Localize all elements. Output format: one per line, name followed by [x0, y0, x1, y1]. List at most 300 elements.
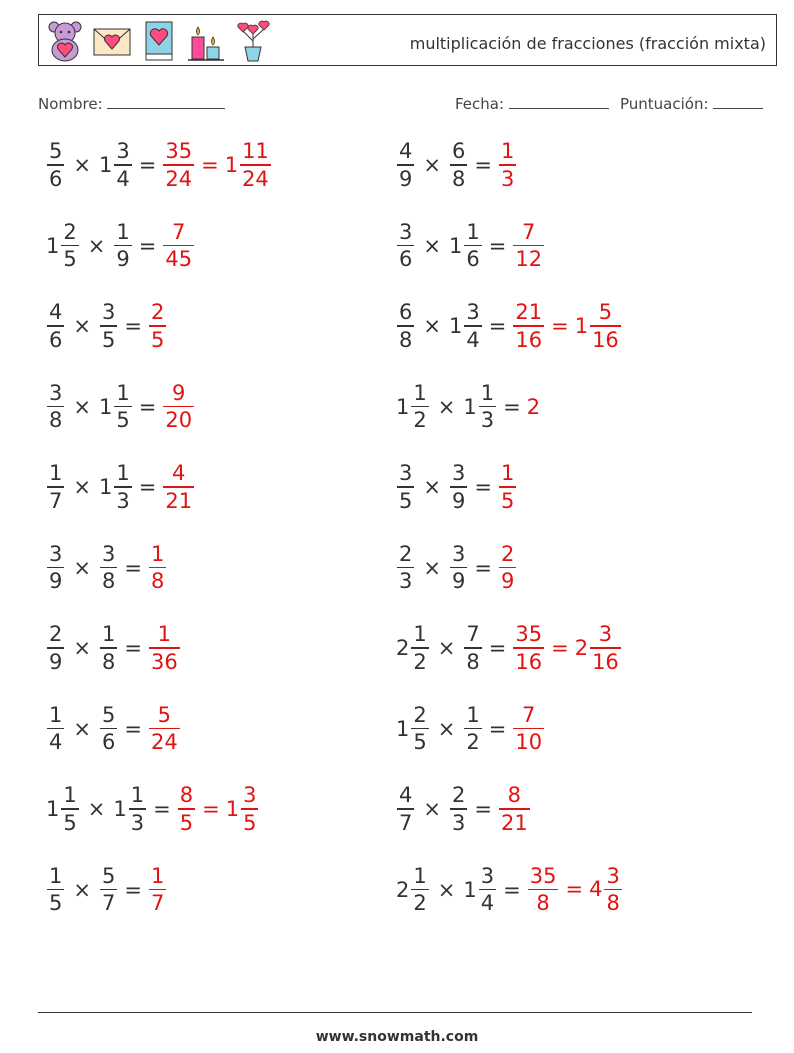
name-label: Nombre:	[38, 95, 103, 113]
answer-value-denominator: 8	[536, 891, 550, 916]
first-operand-numerator: 4	[49, 300, 63, 325]
answer-value-fraction	[149, 301, 166, 350]
first-operand-denominator: 3	[399, 569, 413, 594]
answer-value-whole: 2	[526, 394, 541, 419]
first-operand-fraction-bar	[397, 486, 414, 487]
header-box	[38, 14, 777, 66]
mixed-answer-denominator: 5	[243, 810, 257, 835]
second-operand-numerator: 6	[451, 139, 466, 164]
mixed-answer-numerator: 3	[606, 863, 620, 888]
first-operand-numerator: 2	[63, 219, 77, 244]
first-operand-numerator: 2	[49, 622, 63, 647]
answer-value-denominator: 24	[150, 730, 178, 755]
answer	[527, 865, 623, 914]
second-operand-denominator: 3	[451, 810, 466, 835]
problem-16	[396, 696, 545, 762]
second-operand-numerator: 3	[101, 300, 116, 325]
first-operand-numerator: 3	[49, 541, 63, 566]
first-operand-denominator: 9	[399, 166, 413, 191]
second-operand-fraction-bar	[114, 406, 131, 407]
equals-sign: =	[474, 797, 492, 821]
answer-value-denominator: 8	[150, 569, 165, 594]
second-operand-fraction-bar	[100, 889, 117, 890]
second-operand-whole: 1	[98, 153, 113, 177]
first-operand-fraction	[411, 865, 428, 914]
second-operand-denominator: 8	[451, 166, 466, 191]
answer	[512, 221, 545, 270]
second-operand-fraction	[114, 462, 131, 511]
first-operand-fraction-bar	[411, 728, 428, 729]
first-operand-fraction-bar	[61, 808, 78, 809]
first-operand-denominator: 6	[399, 247, 413, 272]
first-operand-fraction	[411, 382, 428, 431]
second-operand-fraction	[114, 140, 131, 189]
equals-sign: =	[124, 716, 142, 741]
first-operand-fraction	[47, 462, 64, 511]
problem-15	[46, 696, 181, 762]
first-operand-fraction	[61, 784, 78, 833]
times-sign: ×	[423, 153, 441, 177]
first-operand-numerator: 2	[399, 541, 413, 566]
second-operand-denominator: 2	[466, 730, 480, 755]
first-operand-whole: 1	[46, 797, 60, 821]
first-operand-whole: 1	[396, 394, 410, 419]
second-operand-denominator: 8	[466, 649, 480, 674]
times-sign: ×	[423, 233, 441, 258]
first-operand-numerator: 1	[49, 461, 63, 486]
second-operand-fraction	[464, 623, 481, 672]
answer-equals-sign: =	[565, 877, 584, 902]
second-operand-fraction-bar	[450, 164, 467, 165]
second-operand-fraction	[129, 784, 146, 833]
first-operand-fraction-bar	[47, 164, 64, 165]
second-operand-fraction	[114, 221, 131, 270]
second-operand-numerator: 1	[116, 219, 130, 244]
answer-value-denominator: 9	[500, 569, 515, 594]
first-operand-fraction	[411, 623, 428, 672]
first-operand-fraction	[47, 382, 64, 431]
first-operand-numerator: 3	[399, 461, 413, 486]
second-operand-denominator: 4	[480, 891, 495, 916]
mixed-answer-whole: 2	[574, 635, 589, 660]
first-operand-numerator: 5	[49, 139, 63, 164]
equals-sign: =	[138, 153, 157, 177]
first-operand-denominator: 5	[63, 247, 77, 272]
first-operand-denominator: 5	[399, 488, 413, 513]
second-operand-numerator: 1	[480, 380, 495, 405]
times-sign: ×	[73, 475, 91, 499]
answer-value-numerator: 8	[179, 783, 194, 808]
mixed-answer-fraction-bar	[604, 889, 621, 890]
first-operand-numerator: 3	[399, 219, 413, 244]
answer	[148, 543, 167, 592]
equals-sign: =	[124, 636, 142, 660]
answer-value-fraction-bar	[149, 567, 166, 568]
first-operand-fraction	[47, 865, 64, 914]
answer-value-denominator: 5	[150, 327, 165, 352]
heart-card-icon	[139, 19, 179, 63]
first-operand-denominator: 2	[413, 408, 427, 433]
header-icons	[45, 19, 273, 63]
second-operand-denominator: 5	[101, 327, 116, 352]
second-operand-fraction	[450, 543, 467, 592]
first-operand-fraction	[397, 462, 414, 511]
second-operand-fraction-bar	[100, 567, 117, 568]
second-operand-numerator: 1	[466, 219, 480, 244]
answer-value-fraction	[499, 784, 530, 833]
first-operand-fraction	[411, 704, 428, 753]
first-operand-numerator: 1	[413, 622, 427, 647]
problem-11	[46, 535, 167, 601]
first-operand-fraction-bar	[47, 325, 64, 326]
answer-value-denominator: 36	[150, 649, 178, 674]
second-operand-fraction-bar	[129, 808, 146, 809]
second-operand-numerator: 3	[451, 461, 466, 486]
love-letter-icon	[92, 19, 132, 63]
second-operand-fraction-bar	[464, 245, 481, 246]
sheet-title: multiplicación de fracciones (fracción mixta)	[409, 34, 766, 53]
first-operand-fraction	[47, 623, 64, 672]
equals-sign: =	[474, 475, 492, 499]
first-operand-fraction	[47, 301, 64, 350]
second-operand-fraction-bar	[100, 728, 117, 729]
equals-sign: =	[138, 233, 157, 258]
first-operand-numerator: 1	[413, 380, 427, 405]
answer-value-numerator: 1	[150, 863, 165, 888]
problem-8	[396, 374, 541, 440]
first-operand-fraction-bar	[47, 486, 64, 487]
first-operand-denominator: 2	[413, 649, 427, 674]
second-operand-fraction-bar	[100, 325, 117, 326]
times-sign: ×	[423, 475, 441, 499]
date-field[interactable]	[455, 94, 609, 113]
second-operand-numerator: 1	[130, 783, 145, 808]
first-operand-denominator: 8	[399, 327, 413, 352]
first-operand-denominator: 7	[49, 488, 63, 513]
first-operand-numerator: 2	[413, 702, 427, 727]
second-operand-fraction	[464, 221, 481, 270]
first-operand-fraction-bar	[397, 325, 414, 326]
answer	[512, 704, 545, 753]
mixed-answer-fraction-bar	[240, 164, 271, 165]
first-operand-denominator: 5	[413, 730, 427, 755]
first-operand-whole: 2	[396, 877, 410, 902]
second-operand-numerator: 3	[116, 139, 130, 164]
answer	[148, 301, 167, 350]
first-operand-fraction-bar	[397, 245, 414, 246]
second-operand-fraction	[450, 140, 467, 189]
first-operand-whole: 1	[396, 716, 410, 741]
mixed-answer-fraction	[241, 784, 258, 833]
times-sign: ×	[73, 636, 91, 660]
first-operand-numerator: 6	[399, 300, 413, 325]
second-operand-fraction	[450, 462, 467, 511]
first-operand-fraction-bar	[411, 406, 428, 407]
answer	[498, 140, 517, 189]
first-operand-fraction	[47, 543, 64, 592]
answer-value-fraction	[163, 382, 194, 431]
name-field[interactable]	[38, 94, 225, 113]
answer-value-fraction-bar	[499, 164, 516, 165]
second-operand-fraction-bar	[114, 486, 131, 487]
answer-value-fraction	[149, 865, 166, 914]
answer-value-denominator: 20	[165, 408, 193, 433]
answer-value-fraction-bar	[163, 486, 194, 487]
mixed-answer-fraction-bar	[241, 808, 258, 809]
second-operand-fraction	[100, 704, 117, 753]
second-operand-denominator: 9	[116, 247, 130, 272]
second-operand-denominator: 3	[480, 408, 495, 433]
answer-value-denominator: 5	[500, 488, 515, 513]
first-operand-fraction-bar	[397, 164, 414, 165]
answer	[512, 301, 621, 350]
second-operand-fraction-bar	[114, 164, 131, 165]
second-operand-denominator: 8	[101, 649, 116, 674]
first-operand-fraction-bar	[61, 245, 78, 246]
second-operand-fraction	[450, 784, 467, 833]
first-operand-denominator: 6	[49, 166, 63, 191]
mixed-answer-numerator: 11	[242, 139, 269, 164]
second-operand-denominator: 9	[451, 488, 466, 513]
answer-value-numerator: 1	[500, 461, 515, 486]
first-operand-denominator: 9	[49, 569, 63, 594]
equals-sign: =	[488, 636, 507, 660]
first-operand-fraction	[397, 301, 414, 350]
mixed-answer-numerator: 5	[598, 300, 613, 325]
mixed-answer-fraction	[604, 865, 621, 914]
first-operand-fraction-bar	[47, 728, 64, 729]
answer-value-fraction-bar	[149, 889, 166, 890]
second-operand-numerator: 1	[116, 461, 130, 486]
second-operand-fraction-bar	[479, 406, 496, 407]
second-operand-numerator: 7	[466, 622, 480, 647]
problem-19	[46, 857, 167, 923]
answer-value-numerator: 7	[172, 219, 186, 244]
first-operand-numerator: 3	[49, 380, 63, 405]
answer-value-fraction	[499, 543, 516, 592]
answer-value-numerator: 4	[172, 461, 186, 486]
first-operand-numerator: 4	[399, 783, 413, 808]
answer-value-numerator: 2	[500, 541, 515, 566]
second-operand-numerator: 3	[451, 541, 466, 566]
times-sign: ×	[73, 314, 91, 338]
answer-value-denominator: 16	[515, 649, 543, 674]
second-operand-denominator: 8	[101, 569, 116, 594]
times-sign: ×	[437, 716, 456, 741]
answer	[498, 784, 531, 833]
mixed-answer-denominator: 16	[592, 649, 619, 674]
second-operand-denominator: 9	[451, 569, 466, 594]
answer-value-fraction-bar	[499, 808, 530, 809]
score-label: Puntuación:	[620, 95, 709, 113]
answer	[148, 704, 181, 753]
second-operand-numerator: 3	[480, 863, 495, 888]
second-operand-numerator: 5	[101, 863, 116, 888]
candles-icon	[186, 19, 226, 63]
first-operand-denominator: 9	[49, 649, 63, 674]
first-operand-fraction-bar	[397, 567, 414, 568]
equals-sign: =	[503, 877, 521, 902]
answer-value-fraction-bar	[513, 728, 544, 729]
score-line[interactable]	[713, 94, 763, 109]
answer-value-fraction	[499, 140, 516, 189]
problem-10	[396, 454, 517, 520]
first-operand-numerator: 1	[49, 863, 63, 888]
first-operand-denominator: 5	[63, 810, 77, 835]
answer-value-denominator: 45	[165, 247, 193, 272]
equals-sign: =	[124, 555, 142, 580]
second-operand-whole: 1	[448, 314, 463, 338]
second-operand-denominator: 3	[116, 488, 130, 513]
answer-value-fraction-bar	[528, 889, 559, 890]
first-operand-fraction	[47, 704, 64, 753]
answer-value-numerator: 35	[515, 622, 543, 647]
date-line[interactable]	[509, 94, 609, 109]
second-operand-fraction-bar	[450, 567, 467, 568]
answer-value-fraction-bar	[149, 325, 166, 326]
answer-value-fraction	[163, 221, 194, 270]
score-field[interactable]	[620, 94, 763, 113]
times-sign: ×	[87, 233, 106, 258]
first-operand-fraction	[397, 543, 414, 592]
first-operand-fraction-bar	[47, 647, 64, 648]
second-operand-denominator: 5	[116, 408, 130, 433]
times-sign: ×	[437, 394, 456, 419]
equals-sign: =	[153, 797, 171, 821]
times-sign: ×	[73, 877, 91, 902]
first-operand-numerator: 1	[49, 702, 63, 727]
problem-4	[396, 213, 545, 279]
mixed-answer-denominator: 8	[606, 891, 620, 916]
equals-sign: =	[503, 394, 521, 419]
answer-value-fraction-bar	[499, 486, 516, 487]
first-operand-whole: 2	[396, 636, 410, 660]
answer-value-fraction-bar	[513, 245, 544, 246]
answer-value-numerator: 7	[522, 219, 536, 244]
second-operand-fraction	[464, 704, 481, 753]
times-sign: ×	[73, 716, 91, 741]
second-operand-fraction-bar	[450, 808, 467, 809]
answer-value-denominator: 10	[515, 730, 543, 755]
teddy-bear-icon	[45, 19, 85, 63]
equals-sign: =	[488, 716, 507, 741]
times-sign: ×	[73, 555, 91, 580]
answer-equals-sign: =	[551, 635, 569, 660]
second-operand-whole: 1	[463, 394, 477, 419]
mixed-answer-numerator: 3	[598, 622, 613, 647]
answer-value-fraction-bar	[163, 406, 194, 407]
first-operand-fraction-bar	[47, 889, 64, 890]
first-operand-numerator: 1	[413, 863, 427, 888]
first-operand-fraction-bar	[411, 647, 428, 648]
answer-value-fraction	[528, 865, 559, 914]
second-operand-numerator: 1	[101, 622, 116, 647]
times-sign: ×	[437, 877, 456, 902]
first-operand-fraction-bar	[411, 889, 428, 890]
answer-value-fraction	[149, 543, 166, 592]
second-operand-fraction-bar	[114, 245, 131, 246]
answer-value-denominator: 16	[515, 327, 543, 352]
problem-13	[46, 615, 181, 681]
mixed-answer-fraction	[590, 623, 621, 672]
heart-flower-pot-icon	[233, 19, 273, 63]
equals-sign: =	[488, 314, 507, 338]
second-operand-whole: 1	[463, 877, 477, 902]
answer-value-numerator: 35	[165, 139, 193, 164]
first-operand-fraction-bar	[47, 406, 64, 407]
answer-equals-sign: =	[202, 796, 220, 821]
problem-6	[396, 293, 622, 359]
first-operand-denominator: 4	[49, 730, 63, 755]
mixed-answer-fraction-bar	[590, 325, 621, 326]
problem-9	[46, 454, 195, 520]
second-operand-fraction	[100, 301, 117, 350]
mixed-answer-whole: 1	[574, 313, 589, 338]
mixed-answer-numerator: 3	[243, 783, 257, 808]
answer	[148, 623, 181, 672]
problem-14	[396, 615, 622, 681]
name-line[interactable]	[107, 94, 225, 109]
answer-value-numerator: 8	[507, 783, 522, 808]
second-operand-denominator: 3	[130, 810, 145, 835]
times-sign: ×	[423, 797, 441, 821]
times-sign: ×	[87, 797, 106, 821]
answer-value-fraction	[163, 140, 194, 189]
second-operand-fraction	[479, 865, 496, 914]
second-operand-numerator: 1	[466, 702, 480, 727]
problem-2	[396, 132, 517, 198]
answer-value-denominator: 7	[150, 891, 165, 916]
second-operand-fraction-bar	[100, 647, 117, 648]
answer-value-fraction-bar	[163, 164, 194, 165]
mixed-answer-denominator: 16	[592, 327, 619, 352]
answer-value-denominator: 5	[179, 810, 194, 835]
answer-value-fraction	[149, 704, 180, 753]
second-operand-fraction	[100, 543, 117, 592]
answer-value-numerator: 21	[515, 300, 543, 325]
first-operand-denominator: 2	[413, 891, 427, 916]
second-operand-fraction-bar	[464, 728, 481, 729]
first-operand-fraction	[397, 140, 414, 189]
equals-sign: =	[474, 153, 492, 177]
problem-17	[46, 776, 259, 842]
answer-value-numerator: 2	[150, 300, 165, 325]
answer-equals-sign: =	[201, 152, 219, 177]
problem-7	[46, 374, 195, 440]
problem-3	[46, 213, 195, 279]
first-operand-fraction	[397, 784, 414, 833]
answer	[512, 623, 621, 672]
answer-value-fraction	[178, 784, 195, 833]
answer-value-fraction	[499, 462, 516, 511]
answer-value-fraction-bar	[513, 325, 544, 326]
answer	[498, 462, 517, 511]
answer-equals-sign: =	[551, 313, 569, 338]
answer-value-denominator: 24	[165, 166, 193, 191]
second-operand-whole: 1	[448, 233, 463, 258]
equals-sign: =	[124, 877, 142, 902]
second-operand-fraction-bar	[450, 486, 467, 487]
second-operand-whole: 1	[98, 394, 113, 419]
second-operand-numerator: 5	[101, 702, 116, 727]
answer	[177, 784, 260, 833]
first-operand-numerator: 4	[399, 139, 413, 164]
first-operand-fraction-bar	[47, 567, 64, 568]
times-sign: ×	[73, 394, 91, 419]
first-operand-denominator: 6	[49, 327, 63, 352]
answer-value-fraction-bar	[513, 647, 544, 648]
answer-value-numerator: 5	[157, 702, 172, 727]
